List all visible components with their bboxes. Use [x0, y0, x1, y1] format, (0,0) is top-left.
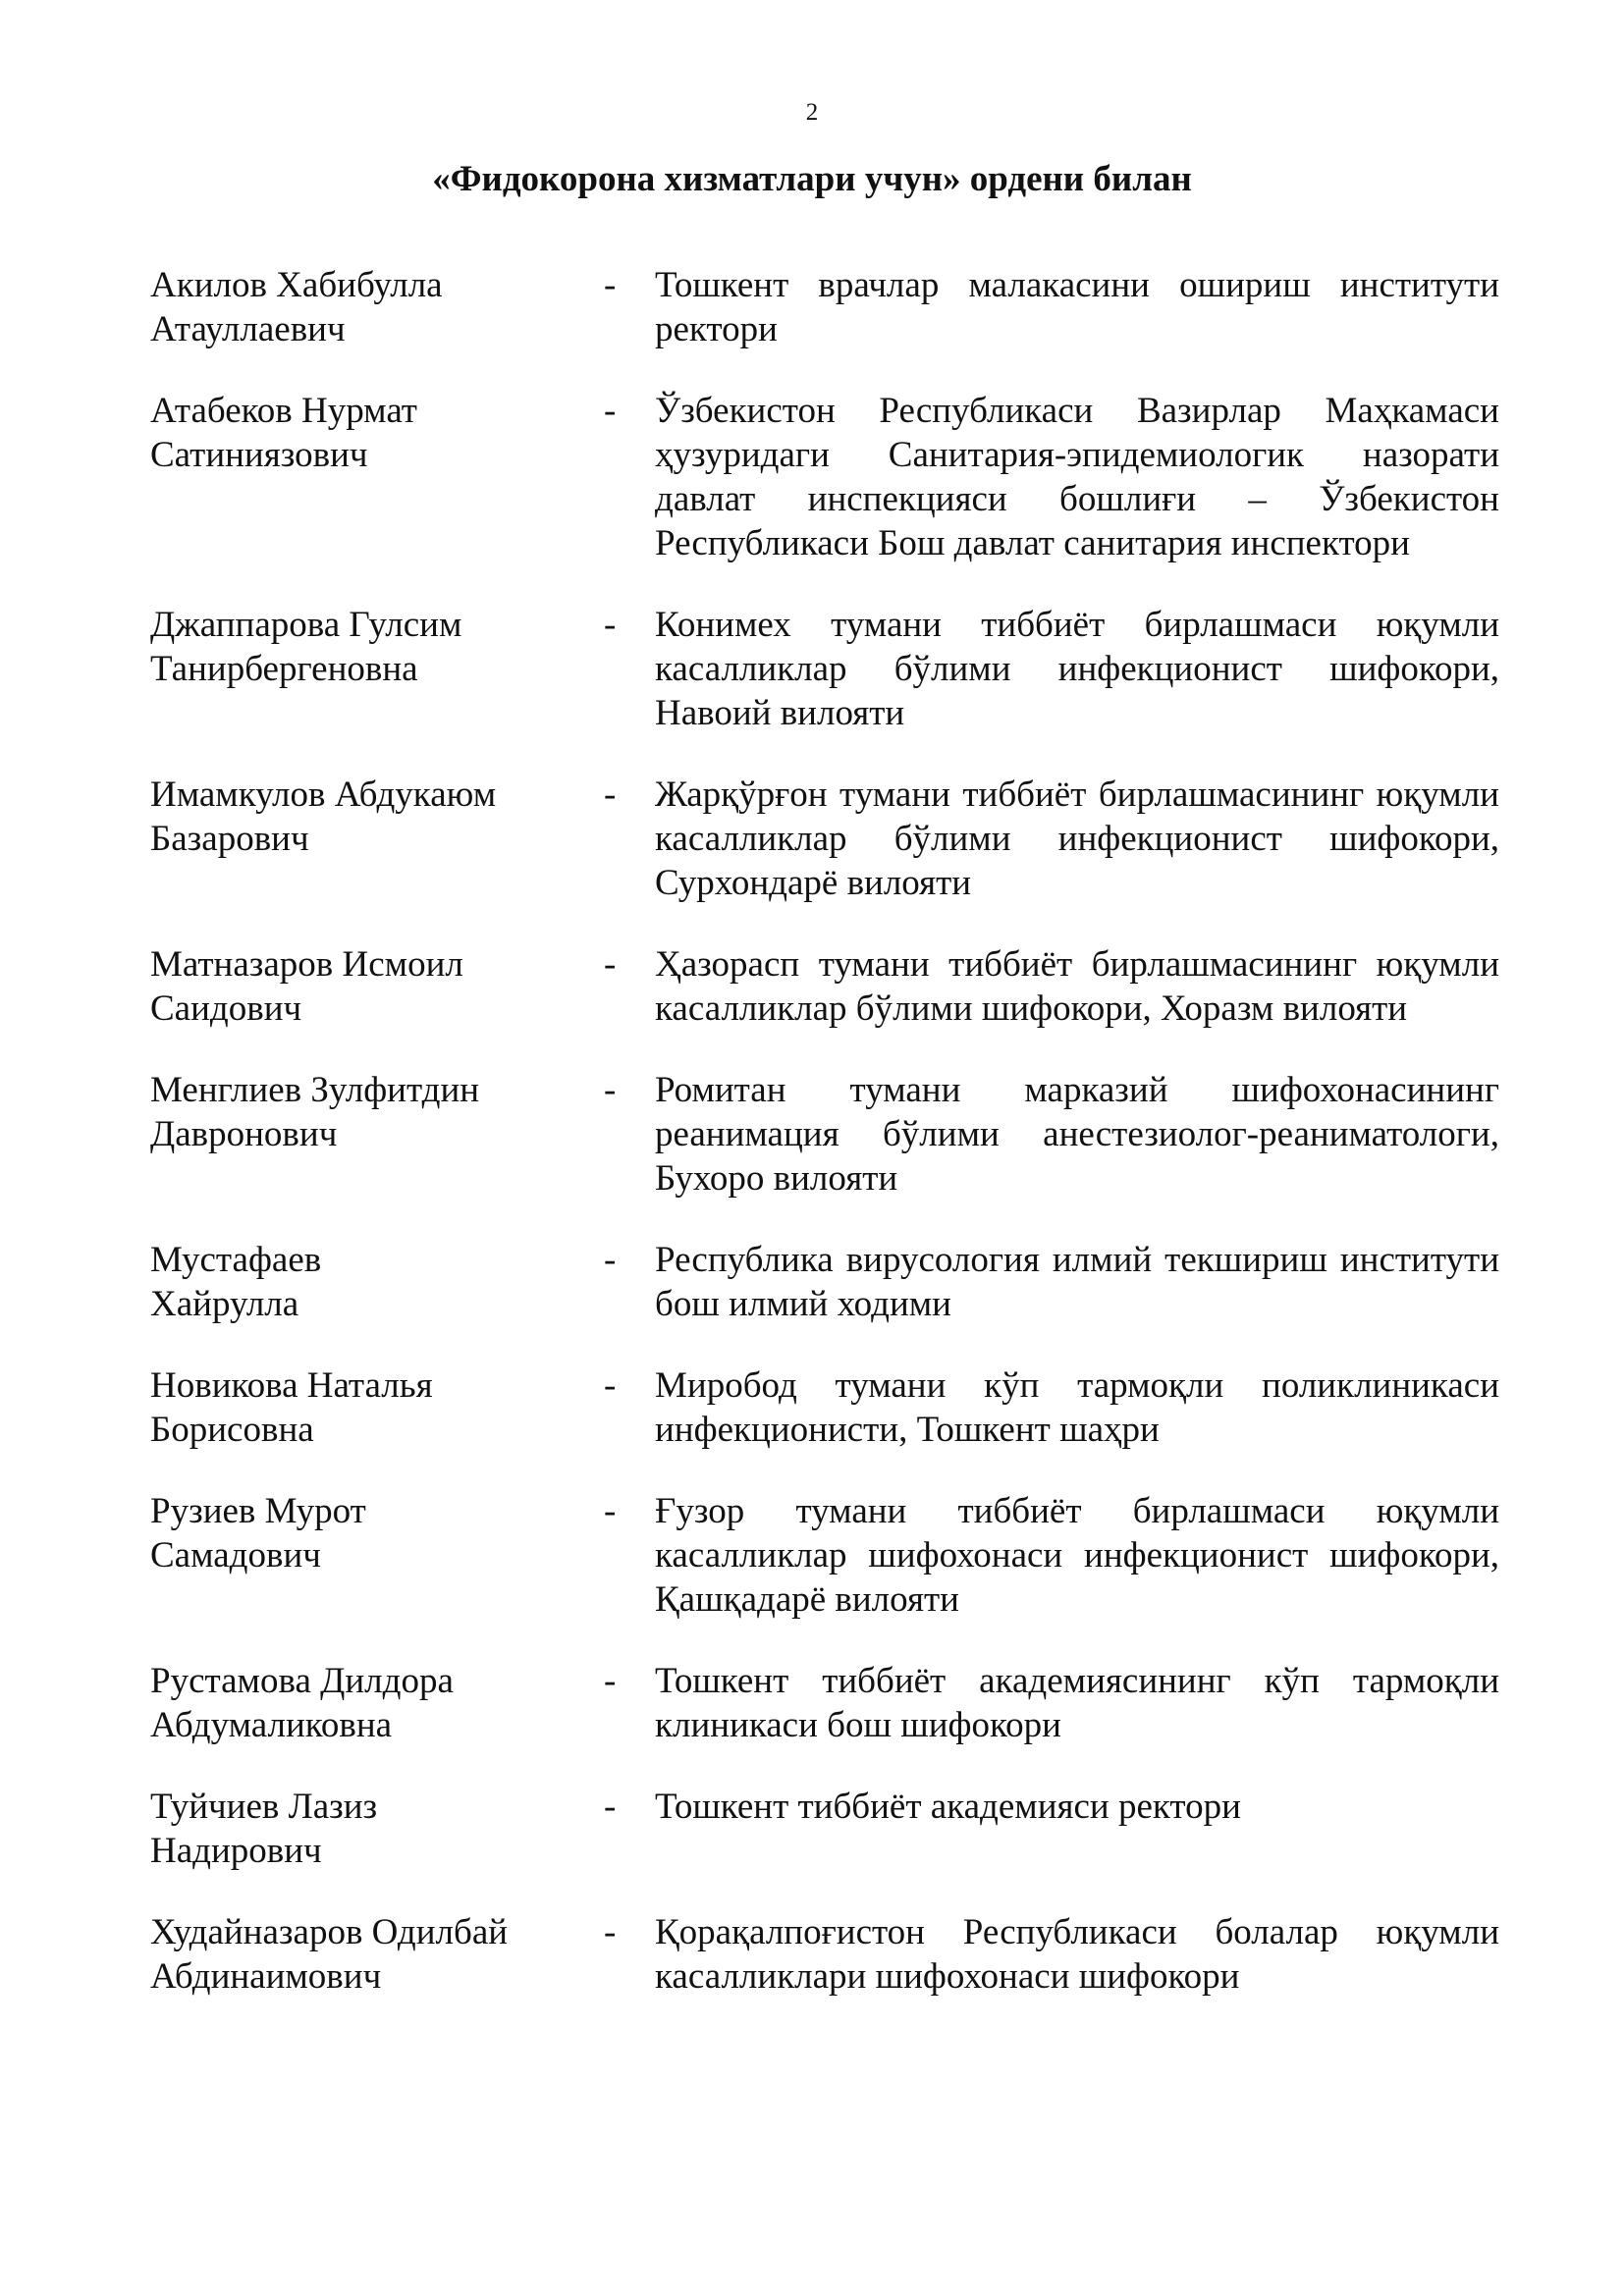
person-position: Жарқўрғон тумани тиббиёт бирлашмасининг юқумли касалликлар бўлими инфекционист шифокори, Сурхондарё вилояти: [655, 774, 1499, 903]
person-position: Миробод тумани кўп тармоқли поликлиникаси инфекционисти, Тошкент шаҳри: [655, 1365, 1499, 1450]
person-name: Рузиев Мурот Самадович: [150, 1491, 366, 1575]
award-entry: [150, 773, 1505, 905]
person-position: Ғузор тумани тиббиёт бирлашмаси юқумли касалликлар шифохонаси инфекционист шифокори, Қашқадарё вилояти: [655, 1491, 1499, 1620]
person-position: Республика вирусология илмий текшириш институти бош илмий ходими: [655, 1240, 1499, 1324]
entry-dash: -: [604, 944, 617, 985]
entry-dash: -: [604, 1661, 617, 1701]
award-entry: [150, 1785, 1505, 1873]
entry-dash: -: [604, 265, 617, 305]
award-list: [150, 263, 1505, 1999]
award-entry: [150, 1068, 1505, 1201]
person-name: Акилов Хабибулла Атауллаевич: [150, 265, 443, 349]
person-name: Имамкулов Абдукаюм Базарович: [150, 774, 497, 859]
person-position: Тошкент тиббиёт академиясининг кўп тармоқли клиникаси бош шифокори: [655, 1661, 1499, 1745]
award-entry: [150, 389, 1505, 565]
person-name: Атабеков Нурмат Сатиниязович: [150, 391, 417, 475]
person-position: Қорақалпоғистон Республикаси болалар юқумли касалликлари шифохонаси шифокори: [655, 1912, 1499, 1997]
person-position: Ромитан тумани марказий шифохонасининг реанимация бўлими анестезиолог-реаниматологи, Бухоро вилояти: [655, 1070, 1499, 1199]
entry-dash: -: [604, 391, 617, 431]
person-name: Худайназаров Одилбай Абдинаимович: [150, 1912, 509, 1997]
entry-dash: -: [604, 1912, 617, 1952]
person-position: Тошкент врачлар малакасини ошириш институти ректори: [655, 265, 1499, 349]
award-entry: [150, 942, 1505, 1031]
award-entry: [150, 1363, 1505, 1452]
person-name: Новикова Наталья Борисовна: [150, 1365, 433, 1450]
section-title: «Фидокорона хизматлари учун» ордени билан: [432, 159, 1192, 199]
person-name: Менглиев Зулфитдин Давронович: [150, 1070, 480, 1154]
award-entry: [150, 1910, 1505, 1999]
award-entry: [150, 603, 1505, 735]
entry-dash: -: [604, 774, 617, 815]
person-position: Тошкент тиббиёт академияси ректори: [655, 1787, 1241, 1827]
entry-dash: -: [604, 1070, 617, 1110]
person-name: Рустамова Дилдора Абдумаликовна: [150, 1661, 454, 1745]
person-name: Туйчиев Лазиз Надирович: [150, 1787, 378, 1871]
person-name: Джаппарова Гулсим Танирбергеновна: [150, 605, 462, 689]
entry-dash: -: [604, 1365, 617, 1406]
person-position: Ҳазорасп тумани тиббиёт бирлашмасининг юқумли касалликлар бўлими шифокори, Хоразм вилояти: [655, 944, 1499, 1029]
entry-dash: -: [604, 605, 617, 645]
entry-dash: -: [604, 1240, 617, 1280]
entry-dash: -: [604, 1491, 617, 1531]
award-entry: [150, 1489, 1505, 1622]
award-entry: [150, 1659, 1505, 1747]
person-name: Мустафаев Хайрулла: [150, 1240, 322, 1324]
person-name: Матназаров Исмоил Саидович: [150, 944, 463, 1029]
entry-dash: -: [604, 1787, 617, 1827]
award-entry: [150, 1238, 1505, 1326]
person-position: Конимех тумани тиббиёт бирлашмаси юқумли касалликлар бўлими инфекционист шифокори, Навоий вилояти: [655, 605, 1499, 733]
award-entry: [150, 263, 1505, 351]
person-position: Ўзбекистон Республикаси Вазирлар Маҳкамаси ҳузуридаги Санитария-эпидемиологик назорати давлат инспекцияси бошлиғи – Ўзбекистон Республикаси Бош давлат санитария инспектори: [655, 391, 1499, 563]
page-number: 2: [805, 99, 819, 126]
